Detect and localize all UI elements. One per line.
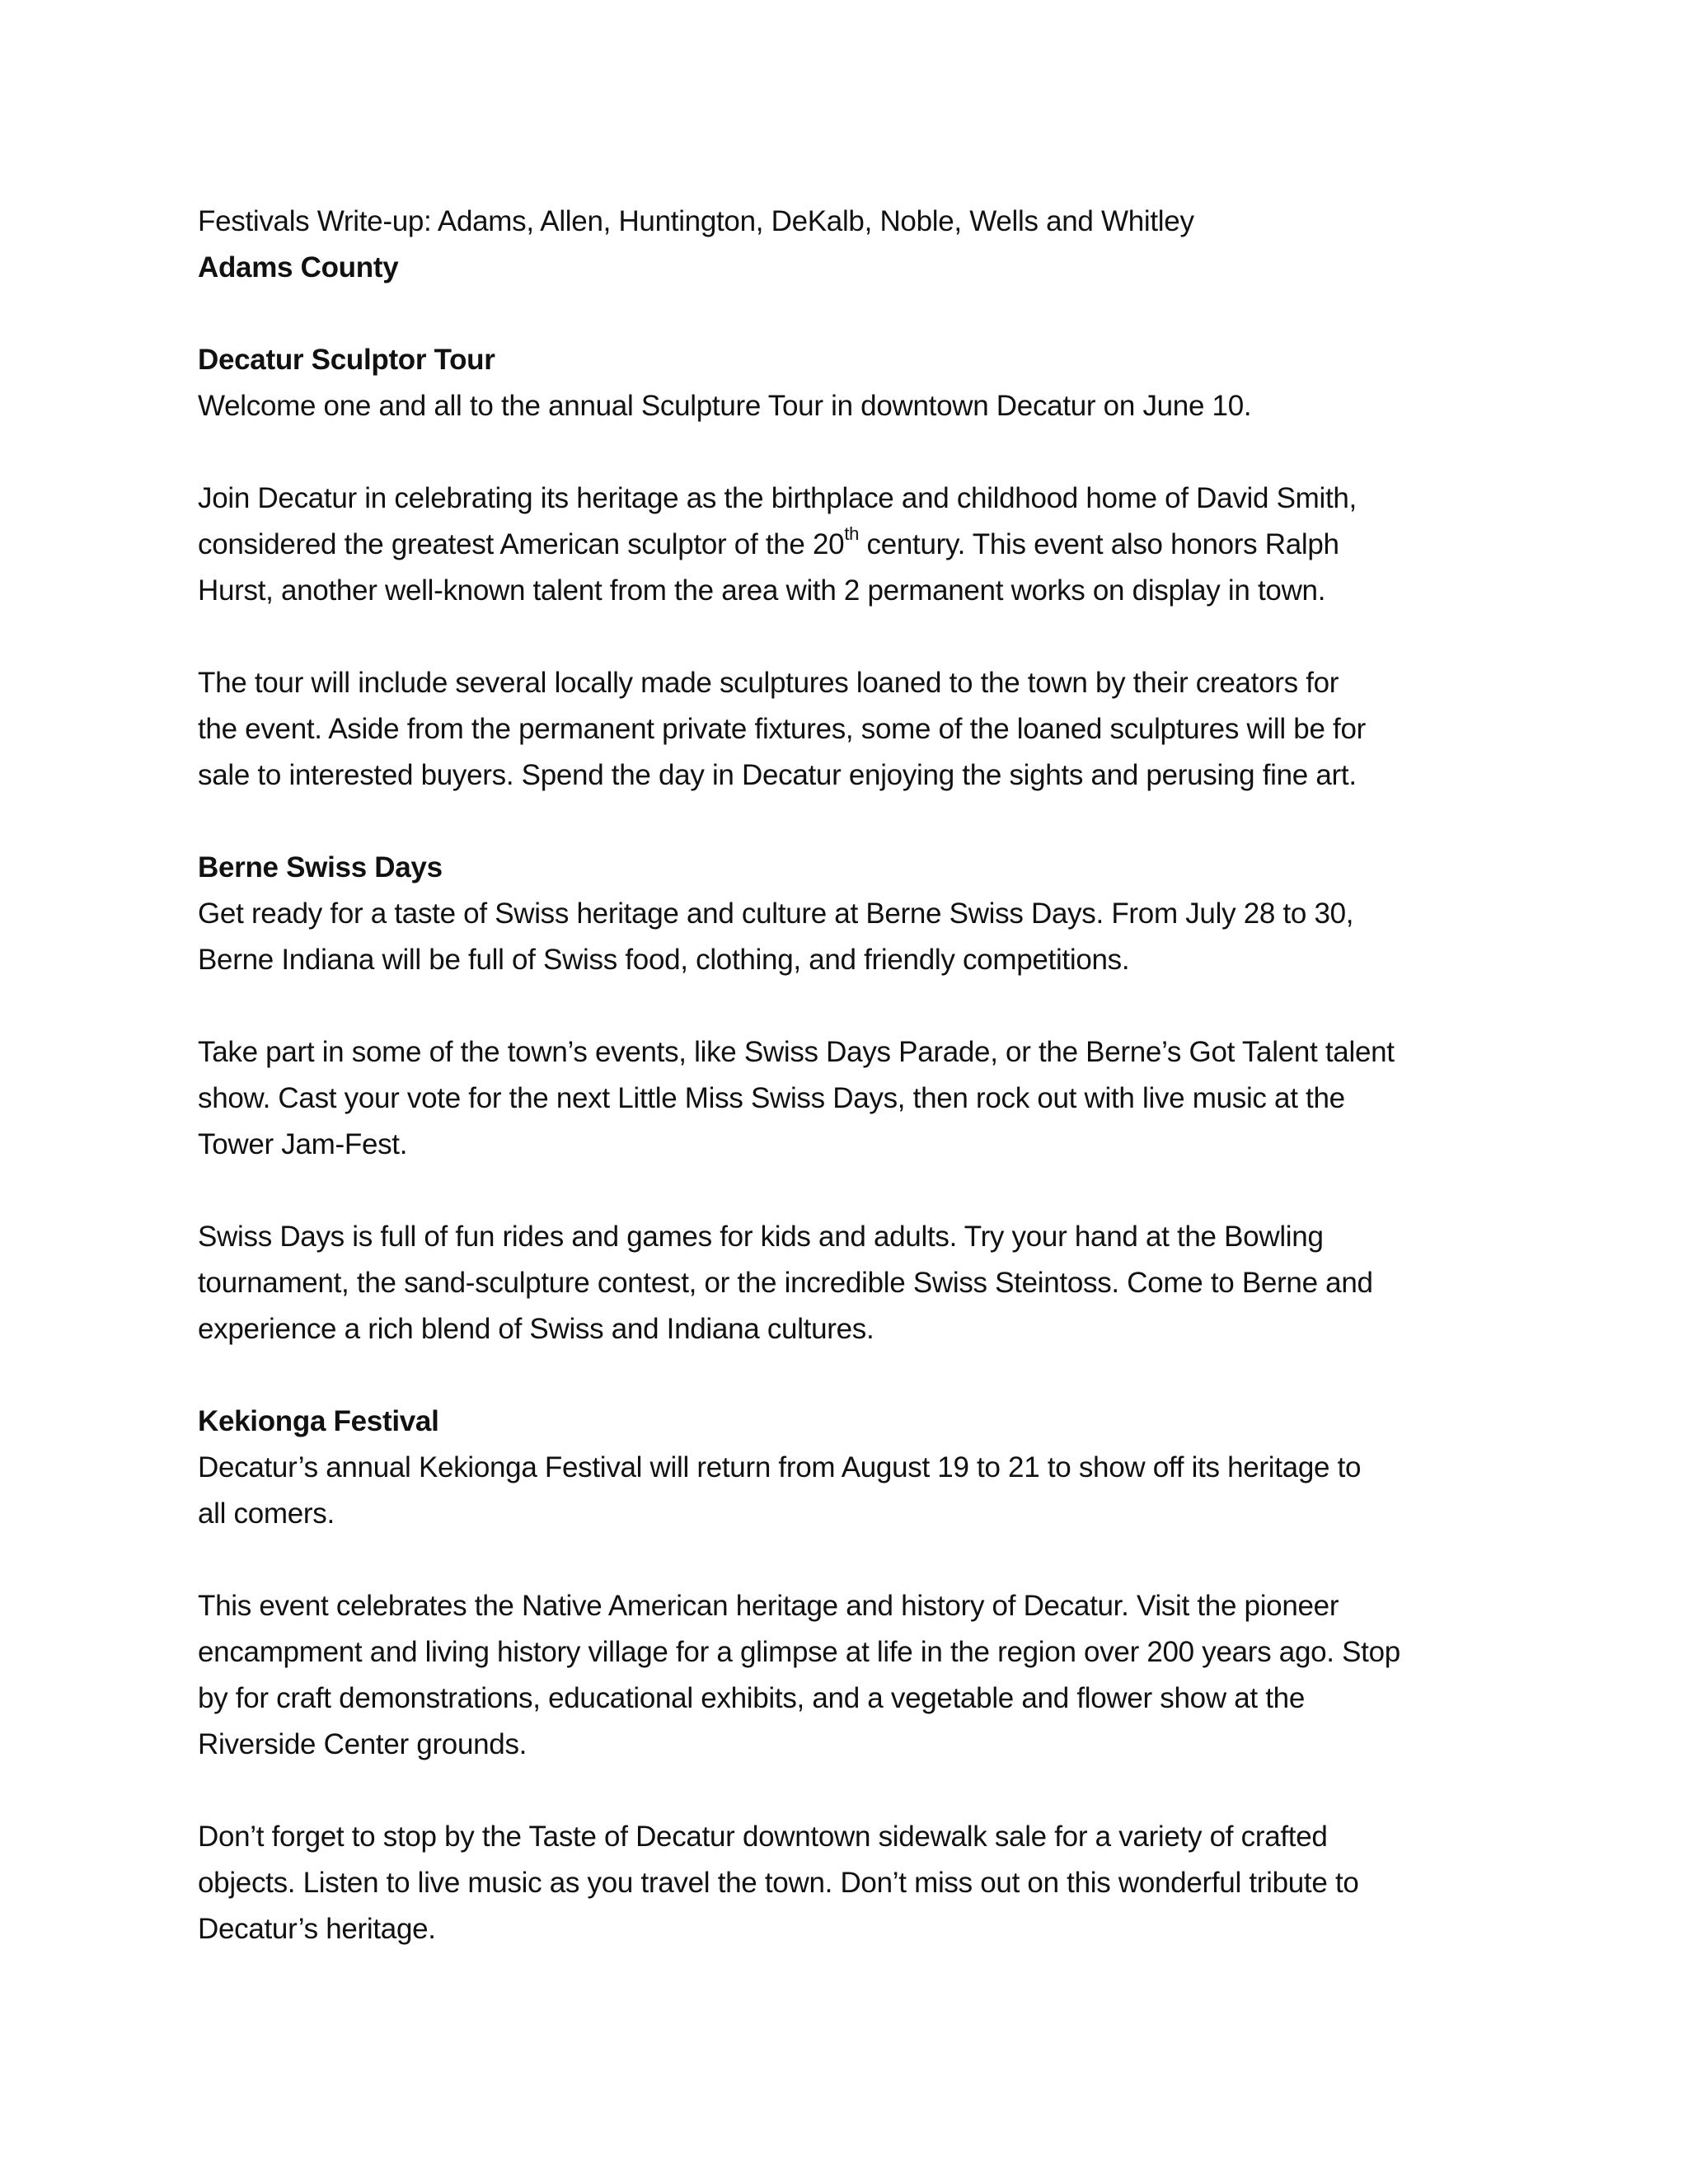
paragraph-line: show. Cast your vote for the next Little Miss Swiss Days, then rock out with live music at the [198,1082,1345,1114]
document-body [198,199,1517,1952]
spacer [198,1768,1517,1814]
paragraph-line: Swiss Days is full of fun rides and games for kids and adults. Try your hand at the Bowling [198,1221,1324,1253]
spacer [198,614,1517,660]
paragraph-line: Decatur’s heritage. [198,1913,436,1945]
paragraph-line: encampment and living history village for a glimpse at life in the region over 200 years ago. Stop [198,1636,1400,1668]
spacer [198,291,1517,337]
paragraph-line: Berne Indiana will be full of Swiss food, clothing, and friendly competitions. [198,944,1130,976]
paragraph-line: the event. Aside from the permanent private fixtures, some of the loaned sculptures will be for [198,713,1366,745]
paragraph-line: all comers. [198,1497,335,1530]
paragraph-line: Welcome one and all to the annual Sculpture Tour in downtown Decatur on June 10. [198,390,1252,422]
paragraph-line: Take part in some of the town’s events, like Swiss Days Parade, or the Berne’s Got Talent talent [198,1036,1395,1068]
paragraph-line: objects. Listen to live music as you travel the town. Don’t miss out on this wonderful tribute to [198,1867,1359,1899]
paragraph-line: Riverside Center grounds. [198,1728,528,1760]
spacer [198,983,1517,1029]
spacer [198,1537,1517,1583]
paragraph-line: This event celebrates the Native American heritage and history of Decatur. Visit the pioneer [198,1590,1339,1622]
paragraph-line: Join Decatur in celebrating its heritage as the birthplace and childhood home of David Smith, [198,482,1357,514]
document-header-line: Festivals Write-up: Adams, Allen, Huntington, DeKalb, Noble, Wells and Whitley [198,205,1194,237]
county-heading: Adams County [198,251,399,284]
spacer [198,1168,1517,1214]
paragraph-line: Don’t forget to stop by the Taste of Decatur downtown sidewalk sale for a variety of crafted [198,1821,1328,1853]
paragraph-line: Decatur’s annual Kekionga Festival will return from August 19 to 21 to show off its heritage to [198,1451,1362,1483]
paragraph-line: The tour will include several locally made sculptures loaned to the town by their creators for [198,667,1339,699]
paragraph-line: by for craft demonstrations, educational exhibits, and a vegetable and flower show at the [198,1682,1306,1714]
spacer [198,799,1517,845]
paragraph-line: tournament, the sand-sculpture contest, or the incredible Swiss Steintoss. Come to Berne and [198,1267,1373,1299]
paragraph-line: Get ready for a taste of Swiss heritage and culture at Berne Swiss Days. From July 28 to 30, [198,898,1354,930]
paragraph-line-with-superscript [198,522,1517,568]
paragraph-text: century. This event also honors Ralph [859,528,1339,560]
superscript-ordinal: th [844,523,860,545]
paragraph-line: Hurst, another well-known talent from the area with 2 permanent works on display in town. [198,574,1326,607]
spacer [198,1352,1517,1399]
paragraph-line: sale to interested buyers. Spend the day in Decatur enjoying the sights and perusing fine art. [198,759,1357,791]
section-title-kekionga-festival: Kekionga Festival [198,1405,439,1437]
spacer [198,429,1517,476]
section-title-berne-swiss-days: Berne Swiss Days [198,851,443,883]
paragraph-line: experience a rich blend of Swiss and Indiana cultures. [198,1313,874,1345]
paragraph-text: considered the greatest American sculptor of the 20 [198,528,845,560]
paragraph-line: Tower Jam-Fest. [198,1128,408,1160]
section-title-decatur-sculptor-tour: Decatur Sculptor Tour [198,344,495,376]
